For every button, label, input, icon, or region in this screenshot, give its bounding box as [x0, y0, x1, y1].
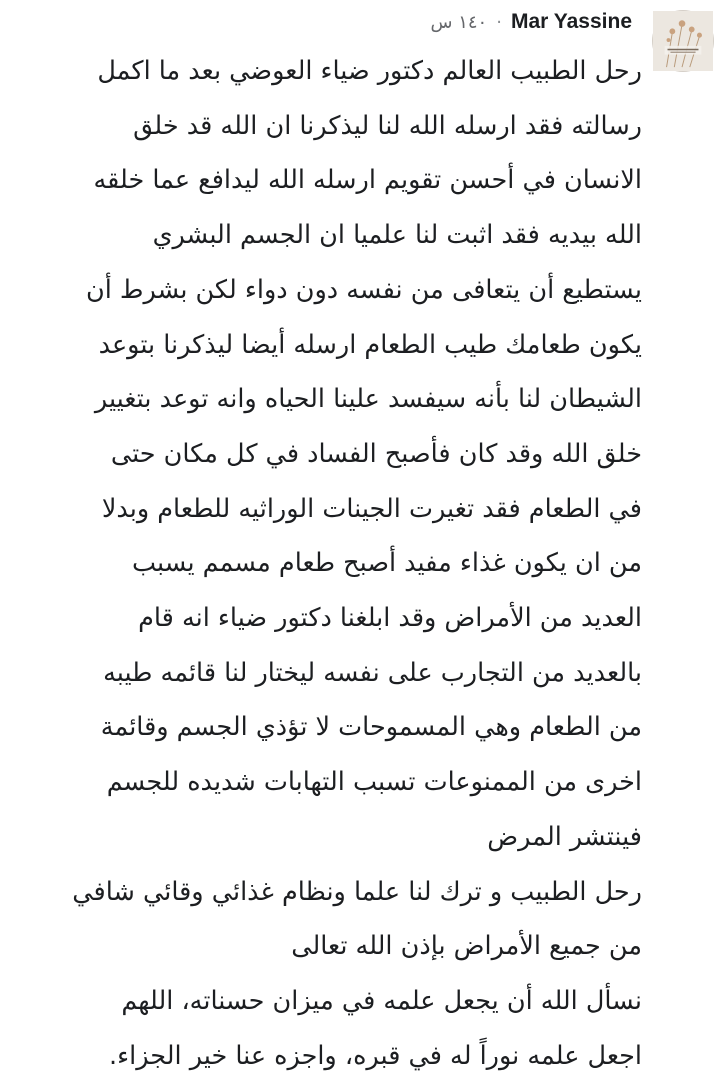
post-text-line: اجعل علمه نوراً له في قبره، واجزه عنا خير الجزاء. [109, 1040, 642, 1071]
post-text-line: في الطعام فقد تغيرت الجينات الوراثيه للطعام وبدلا [101, 493, 642, 524]
post-text-line: خلق الله وقد كان فأصبح الفساد في كل مكان حتى [110, 438, 642, 469]
post-text-line: يستطيع أن يتعافى من نفسه دون دواء لكن بشرط أن [86, 274, 642, 305]
post-text-line: من الطعام وهي المسموحات لا تؤذي الجسم وقائمة [100, 712, 642, 743]
post-text-line: يكون طعامك طيب الطعام ارسله أيضا ليذكرنا بتوعد [98, 329, 642, 360]
post-text-line: اخرى من الممنوعات تسبب التهابات شديده للجسم [106, 767, 642, 798]
post-text-line: فينتشر المرض [487, 821, 642, 852]
author-avatar[interactable] [652, 10, 714, 72]
post-text-line: الشيطان لنا بأنه سيفسد علينا الحياه وانه توعد بتغيير [94, 384, 642, 415]
post-text-line: الله بيديه فقد اثبت لنا علميا ان الجسم البشري [152, 220, 642, 251]
post-header [431, 10, 632, 34]
post-timestamp[interactable]: ١٤٠ س [430, 11, 488, 33]
separator-dot: · [496, 11, 502, 33]
profile-photo-icon [653, 11, 713, 71]
post-text-line: الانسان في أحسن تقويم ارسله الله ليدافع عما خلقه [93, 165, 642, 196]
post-text-line: رسالته فقد ارسله الله لنا ليذكرنا ان الله قد خلق [133, 110, 642, 141]
post-text-line: نسأل الله أن يجعل علمه في ميزان حسناته، اللهم [121, 985, 642, 1016]
post-text [6, 44, 642, 1083]
post-text-line: رحل الطبيب العالم دكتور ضياء العوضي بعد ما اكمل [97, 56, 642, 86]
post-text-line: من جميع الأمراض بإذن الله تعالى [291, 931, 642, 962]
post-text-line: بالعديد من التجارب على نفسه ليختار لنا قائمه طيبه [103, 657, 642, 688]
post-text-line: من ان يكون غذاء مفيد أصبح طعام مسمم يسبب [132, 548, 642, 579]
post-text-line: رحل الطبيب و ترك لنا علما ونظام غذائي وقائي شافي [72, 876, 642, 907]
author-name[interactable]: Mar Yassine [510, 10, 632, 33]
post-text-line: العديد من الأمراض وقد ابلغنا دكتور ضياء انه قام [138, 603, 642, 634]
